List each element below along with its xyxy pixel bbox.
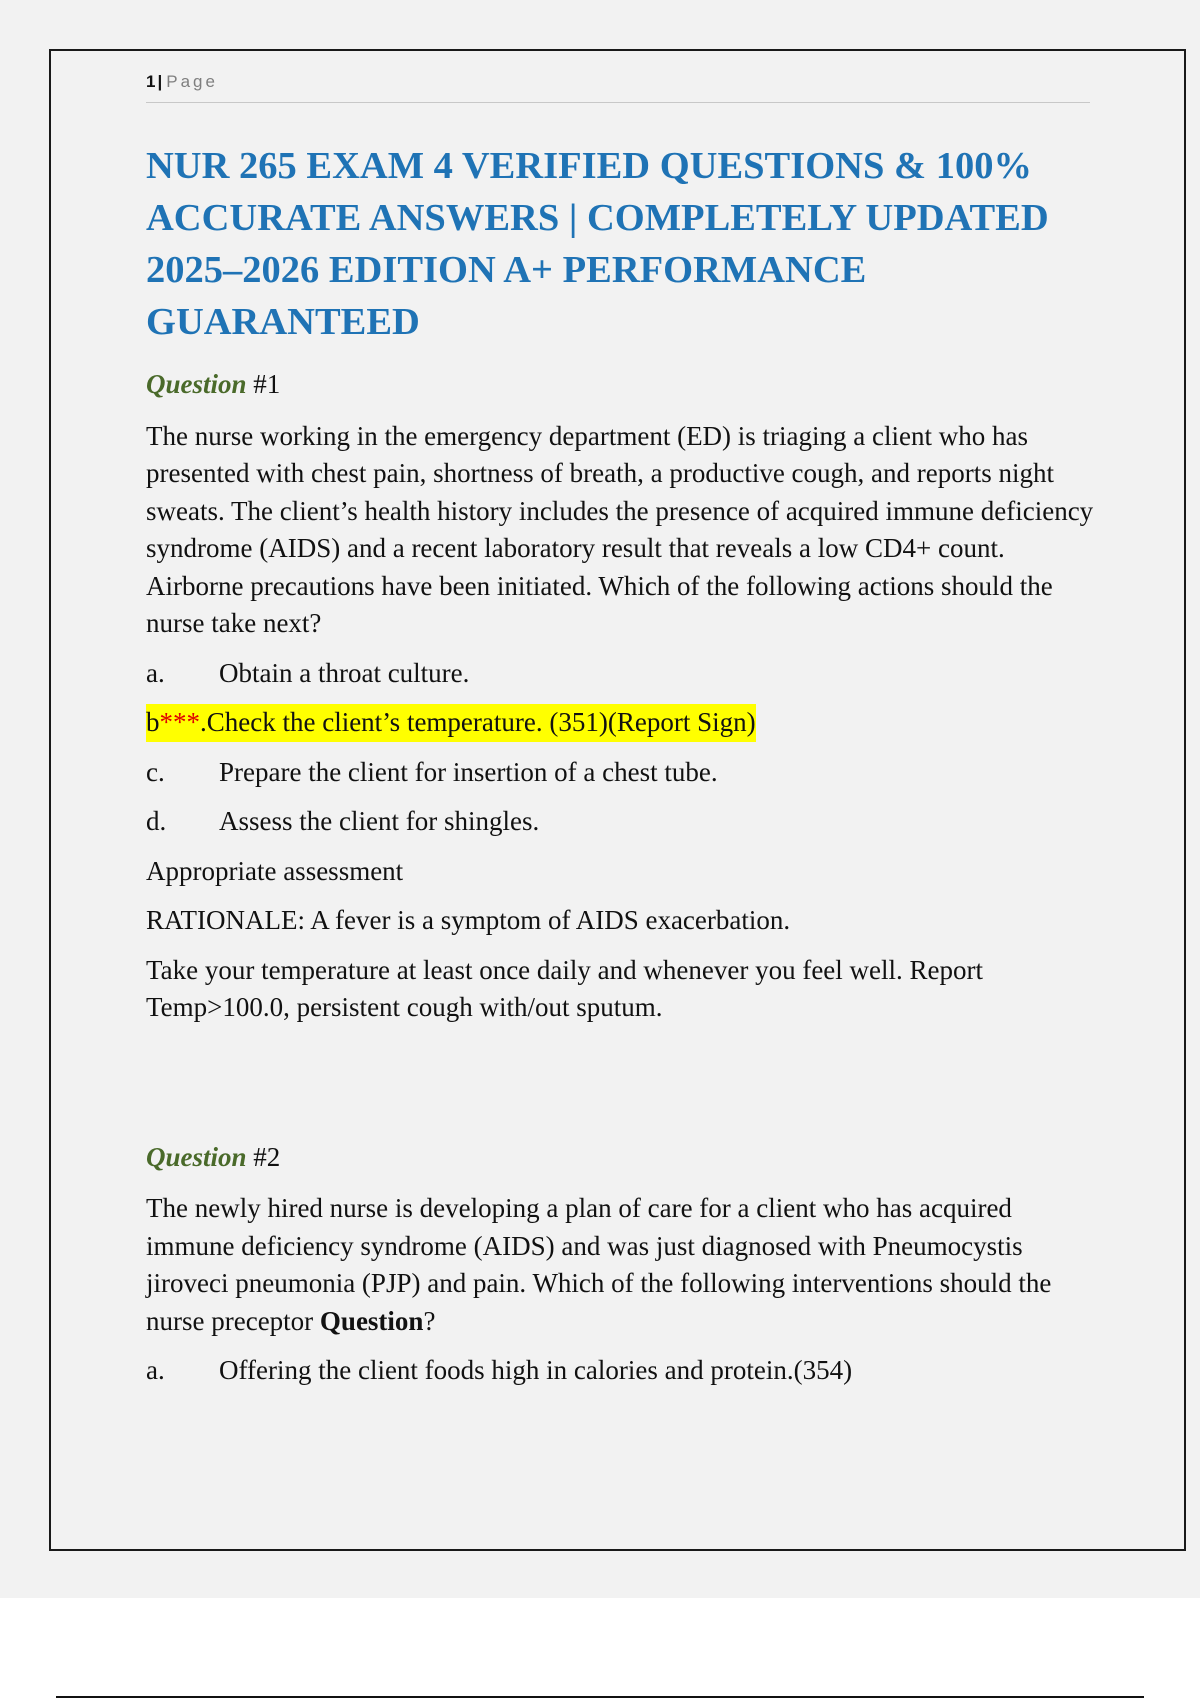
option-text: Prepare the client for insertion of a chest tube.: [219, 756, 718, 787]
question-label: Question: [146, 369, 247, 399]
question-1-option-d: [146, 803, 1096, 841]
option-letter: a.: [146, 657, 165, 688]
question-label: Question: [146, 1141, 247, 1172]
question-2-heading: [146, 1139, 1096, 1177]
question-number: #2: [253, 1141, 281, 1172]
option-letter: a.: [146, 1355, 165, 1385]
question-1-correct-answer: [146, 704, 756, 742]
question-1-extra: Take your temperature at least once daily and whenever you feel well. Report Temp>100.0, persistent cough with/out sputum.: [146, 954, 984, 1022]
correct-marker: ***: [159, 707, 200, 737]
option-letter: d.: [146, 806, 167, 836]
question-1-note: Appropriate assessment: [146, 855, 404, 886]
question-2-text: [146, 1190, 1096, 1340]
question-2-text-bold: Question: [319, 1305, 424, 1336]
question-2-option-a: [146, 1352, 1096, 1390]
question-number: #1: [253, 369, 281, 399]
question-2-text-end: ?: [423, 1305, 436, 1336]
option-text: Offering the client foods high in calories and protein.(354): [219, 1355, 853, 1385]
correct-text: .Check the client’s temperature. (351)(Report Sign): [200, 707, 756, 737]
document-title: NUR 265 EXAM 4 VERIFIED QUESTIONS & 100% ACCURATE ANSWERS | COMPLETELY UPDATED 2025–2026 EDITION A+ PERFORMANCE GUARANTEED: [146, 145, 1049, 343]
question-1-text: The nurse working in the emergency department (ED) is triaging a client who has presented with chest pain, shortness of breath, a productive cough, and reports night sweats. The client’s health history includes the presence of acquired immune deficiency syndrome (AIDS) and a recent laboratory result that reveals a low CD4+ count. Airborne precautions have been initiated. Which of the following actions should the nurse take next?: [146, 420, 1094, 638]
question-2-text-main: The newly hired nurse is developing a plan of care for a client who has acquired immune deficiency syndrome (AIDS) and was just diagnosed with Pneumocystis jiroveci pneumonia (PJP) and pain. Which of the following interventions should the nurse preceptor: [146, 1193, 1052, 1336]
page-label: Page: [166, 72, 218, 91]
option-text: Obtain a throat culture.: [219, 657, 470, 688]
question-1-rationale: RATIONALE: A fever is a symptom of AIDS exacerbation.: [146, 905, 791, 935]
question-1-heading: [146, 366, 1096, 404]
question-1-option-a: [146, 655, 1096, 693]
question-1-option-c: [146, 754, 1096, 792]
correct-letter: b: [146, 707, 160, 737]
page-number: 1: [146, 72, 156, 91]
spacer: [146, 1039, 1096, 1139]
page-header: [146, 72, 1090, 103]
option-text: Assess the client for shingles.: [219, 806, 540, 836]
page-content: [146, 140, 1096, 1402]
header-separator: |: [157, 72, 163, 91]
option-letter: c.: [146, 756, 165, 787]
next-page-rule: [56, 1696, 1144, 1698]
